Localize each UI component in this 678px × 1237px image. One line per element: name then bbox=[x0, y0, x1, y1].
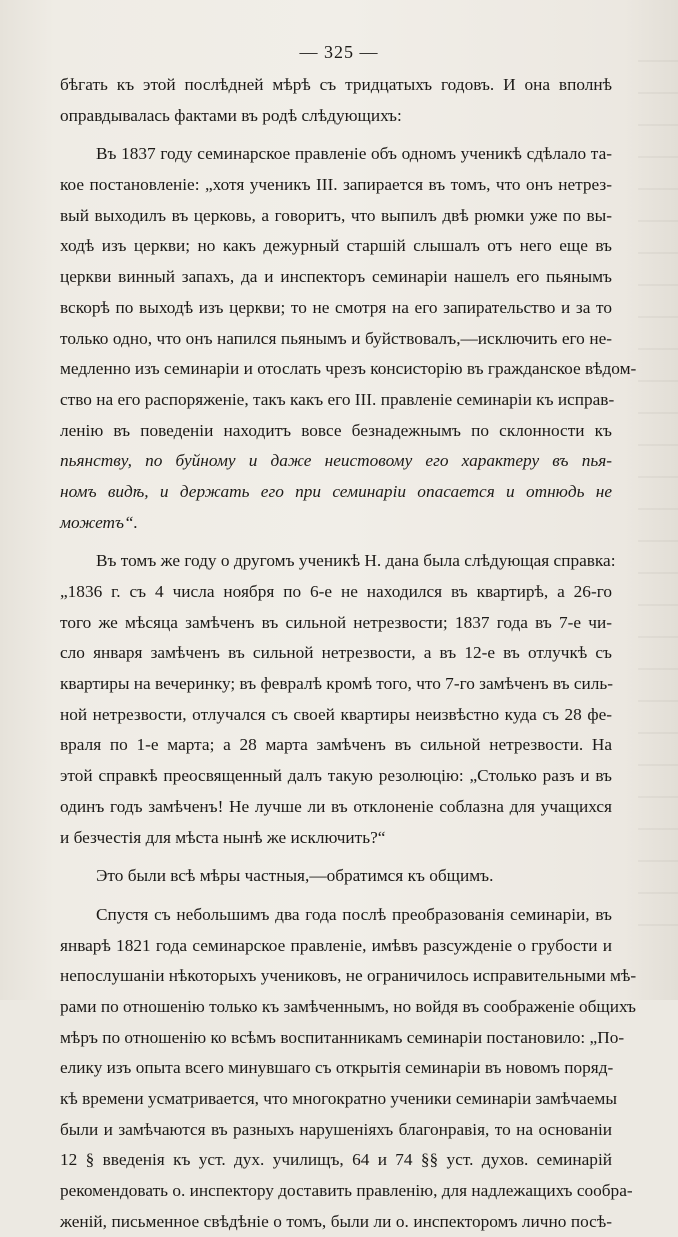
text-line: только одно, что онъ напился пьянымъ и буйствовалъ,—исключить его не- bbox=[60, 328, 612, 348]
text-line: непослушаніи нѣкоторыхъ учениковъ, не ограничилось исправительными мѣ- bbox=[60, 966, 637, 986]
body-text bbox=[60, 70, 637, 1237]
text-line: ной нетрезвости, отлучался съ своей квартиры неизвѣстно куда съ 28 фе- bbox=[60, 704, 612, 724]
text-line: мѣръ по отношенію ко всѣмъ воспитанникамъ семинаріи постановило: „По- bbox=[60, 1027, 625, 1047]
text-line: одинъ годъ замѣченъ! Не лучше ли въ отклоненіе соблазна для учащихся bbox=[60, 796, 612, 816]
text-line-italic: можетъ“. bbox=[60, 512, 138, 532]
text-line: январѣ 1821 года семинарское правленіе, имѣвъ разсужденіе о грубости и bbox=[60, 935, 612, 955]
paragraph bbox=[60, 900, 637, 1237]
text-line: ленію въ поведеніи находитъ вовсе безнадежнымъ по склонности къ bbox=[60, 420, 612, 440]
text-line: ство на его распоряженіе, такъ какъ его III. правленіе семинаріи къ исправ- bbox=[60, 389, 615, 409]
text-line: вый выходилъ въ церковь, а говоритъ, что выпилъ двѣ рюмки уже по вы- bbox=[60, 205, 612, 225]
text-line: рами по отношенію только къ замѣченнымъ, но войдя въ соображеніе общихъ bbox=[60, 996, 636, 1016]
text-line: женій, письменное свѣдѣніе о томъ, были ли о. инспекторомъ лично посѣ- bbox=[60, 1211, 612, 1231]
text-line: 12 § введенія къ уст. дух. училищъ, 64 и 74 §§ уст. духов. семинарій bbox=[60, 1150, 612, 1170]
text-line: бѣгать къ этой послѣдней мѣрѣ съ тридцатыхъ годовъ. И она вполнѣ bbox=[60, 75, 612, 94]
paragraph bbox=[60, 139, 637, 538]
text-line-italic: пьянству, по буйному и даже неистовому его характеру въ пья- bbox=[60, 451, 612, 471]
page-number: — 325 — bbox=[299, 42, 379, 62]
text-line: и безчестія для мѣста нынѣ же исключить?“ bbox=[60, 827, 386, 847]
text-line: Въ томъ же году о другомъ ученикѣ Н. дана была слѣдующая справка: bbox=[96, 551, 616, 571]
text-line: Въ 1837 году семинарское правленіе объ одномъ ученикѣ сдѣлало та- bbox=[96, 144, 612, 164]
text-line: Это были всѣ мѣры частныя,—обратимся къ общимъ. bbox=[96, 866, 494, 886]
text-line: сло января замѣченъ въ сильной нетрезвости, а въ 12-е въ отлучкѣ съ bbox=[60, 643, 612, 663]
paragraph bbox=[60, 861, 612, 892]
text-line-italic: номъ видѣ, и держать его при семинаріи опасается и отнюдь не bbox=[60, 481, 612, 501]
bleed-through-shadow bbox=[638, 60, 678, 940]
paragraph bbox=[60, 546, 616, 853]
text-line: медленно изъ семинаріи и отослать чрезъ консисторію въ гражданское вѣдом- bbox=[60, 359, 637, 379]
text-line: вскорѣ по выходѣ изъ церкви; то не смотря на его запирательство и за то bbox=[60, 297, 612, 317]
text-line: кѣ времени усматривается, что многократно ученики семинаріи замѣчаемы bbox=[60, 1089, 617, 1108]
text-line: были и замѣчаются въ разныхъ нарушеніяхъ благонравія, то на основаніи bbox=[60, 1119, 612, 1139]
text-line: квартиры на вечеринку; въ февралѣ кромѣ того, что 7-го замѣченъ въ силь- bbox=[60, 674, 614, 694]
text-line: того же мѣсяца замѣченъ въ сильной нетрезвости; 1837 года въ 7-е чи- bbox=[60, 612, 612, 632]
text-line: ходѣ изъ церкви; но какъ дежурный старшій слышалъ отъ него еще въ bbox=[60, 236, 612, 256]
text-line: „1836 г. съ 4 числа ноября по 6-е не находился въ квартирѣ, а 26-го bbox=[60, 582, 612, 601]
paragraph bbox=[60, 70, 612, 131]
text-line: рекомендовать о. инспектору доставить правленію, для надлежащихъ сообра- bbox=[60, 1181, 633, 1201]
text-line: враля по 1-е марта; а 28 марта замѣченъ въ сильной нетрезвости. На bbox=[60, 735, 612, 755]
text-line: Спустя съ небольшимъ два года послѣ преобразованія семинаріи, въ bbox=[96, 904, 612, 924]
text-line: кое постановленіе: „хотя ученикъ III. запирается въ томъ, что онъ нетрез- bbox=[60, 175, 612, 195]
text-line: оправдывалась фактами въ родѣ слѣдующихъ: bbox=[60, 105, 402, 125]
text-line: елику изъ опыта всего минувшаго съ открытія семинаріи въ новомъ поряд- bbox=[60, 1058, 614, 1078]
text-line: церкви винный запахъ, да и инспекторъ семинаріи нашелъ его пьянымъ bbox=[60, 267, 612, 287]
text-line: этой справкѣ преосвященный далъ такую резолюцію: „Столько разъ и въ bbox=[60, 766, 612, 786]
